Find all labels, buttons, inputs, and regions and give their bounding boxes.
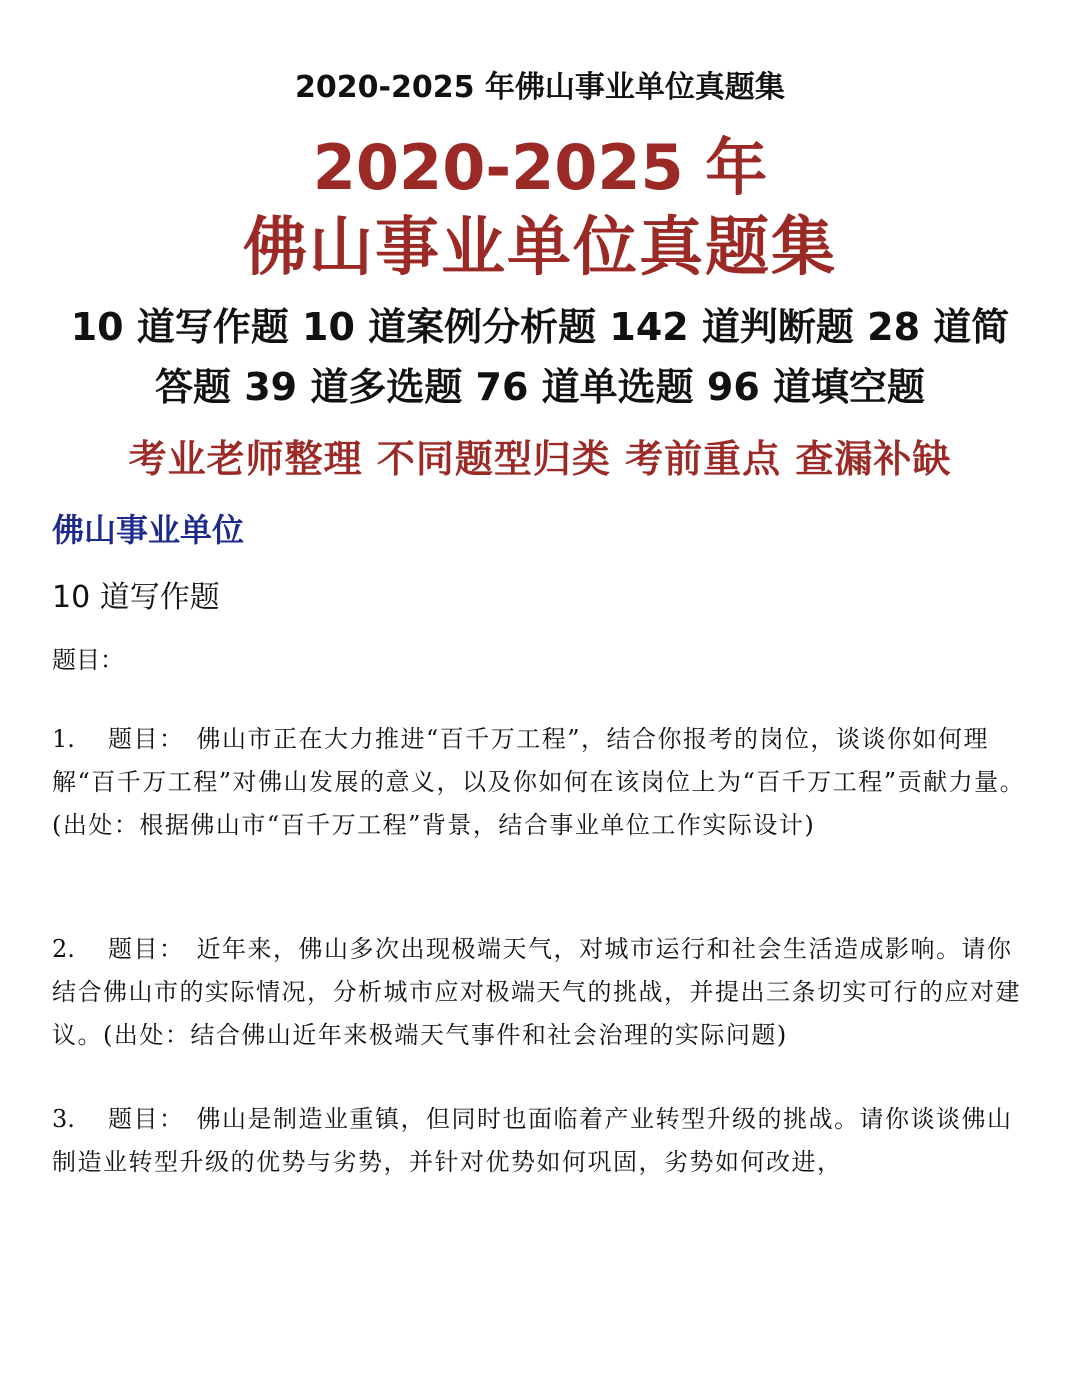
section-subtitle: 10 道写作题 <box>52 580 220 615</box>
title-year: 2020-2025 年 <box>312 131 768 204</box>
question-text: 佛山市正在大力推进“百千万工程”，结合你报考的岗位，谈谈你如何理解“百千万工程”对佛山发展的意义，以及你如何在该岗位上为“百千万工程”贡献力量。(出处：根据佛山市“百千万工程”背景，结合事业单位工作实际设计) <box>52 725 1026 839</box>
question-item <box>52 1098 1032 1184</box>
question-label: 题目： <box>108 1105 185 1133</box>
question-item <box>52 928 1032 1057</box>
question-number: 2. <box>52 935 75 963</box>
question-item <box>52 718 1032 847</box>
question-label: 题目： <box>108 725 185 753</box>
section-title: 佛山事业单位 <box>52 511 245 549</box>
title-main: 佛山事业单位真题集 <box>243 211 837 285</box>
questions-label: 题目： <box>52 646 124 674</box>
summary-line-1: 10 道写作题 10 道案例分析题 142 道判断题 28 道简 <box>70 305 1010 349</box>
question-text: 近年来，佛山多次出现极端天气，对城市运行和社会生活造成影响。请你结合佛山市的实际情况，分析城市应对极端天气的挑战，并提出三条切实可行的应对建议。(出处：结合佛山近年来极端天气事件和社会治理的实际问题) <box>52 935 1021 1049</box>
tagline: 考业老师整理 不同题型归类 考前重点 查漏补缺 <box>128 436 952 481</box>
summary-line-2: 答题 39 道多选题 76 道单选题 96 道填空题 <box>154 365 926 409</box>
question-number: 1. <box>52 725 75 753</box>
question-text: 佛山是制造业重镇，但同时也面临着产业转型升级的挑战。请你谈谈佛山制造业转型升级的优势与劣势，并针对优势如何巩固，劣势如何改进， <box>52 1105 1013 1176</box>
question-label: 题目： <box>108 935 185 963</box>
running-header: 2020-2025 年佛山事业单位真题集 <box>295 70 785 105</box>
question-number: 3. <box>52 1105 75 1133</box>
